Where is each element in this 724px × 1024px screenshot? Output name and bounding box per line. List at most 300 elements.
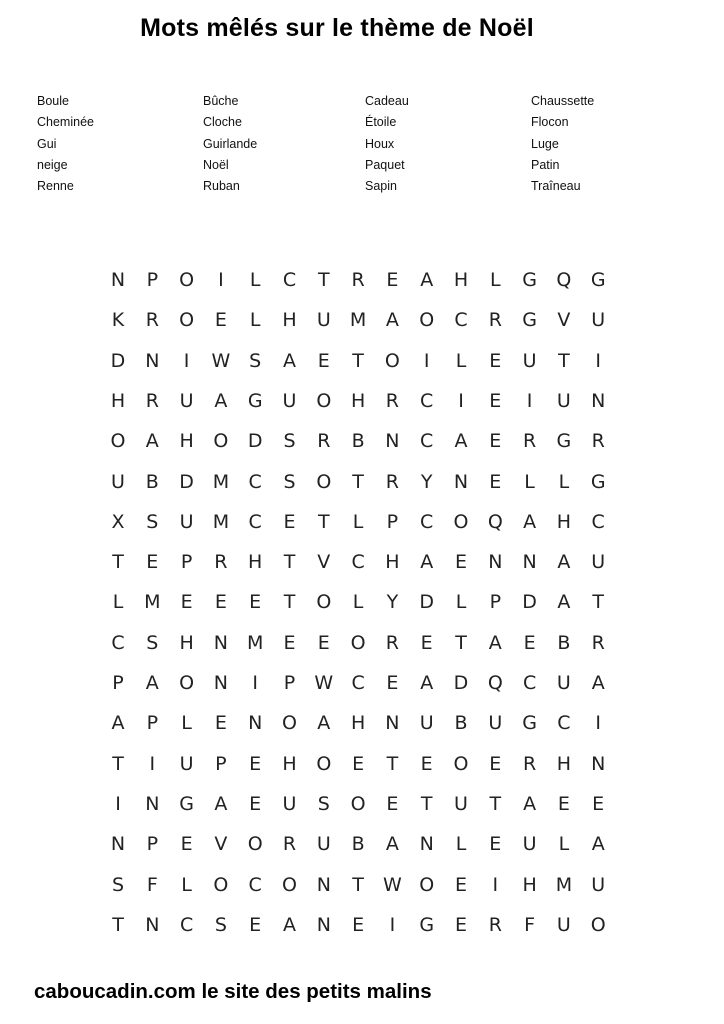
- grid-cell[interactable]: Q: [487, 672, 503, 694]
- grid-cell[interactable]: U: [316, 833, 331, 856]
- grid-cell[interactable]: P: [146, 833, 159, 856]
- word-item: Étoile: [365, 115, 397, 130]
- grid-cell[interactable]: P: [283, 672, 296, 694]
- grid-row: [101, 424, 621, 464]
- grid-cell[interactable]: E: [249, 913, 262, 936]
- grid-cell[interactable]: O: [179, 309, 195, 332]
- grid-cell[interactable]: A: [214, 792, 228, 815]
- grid-row: [101, 263, 621, 303]
- grid-cell[interactable]: B: [557, 631, 571, 654]
- grid-cell[interactable]: T: [112, 551, 124, 574]
- grid-cell[interactable]: N: [453, 470, 469, 493]
- grid-cell[interactable]: U: [488, 712, 503, 735]
- grid-cell[interactable]: B: [454, 712, 468, 735]
- grid-cell[interactable]: R: [351, 269, 365, 291]
- word-item: Renne: [37, 179, 74, 194]
- grid-cell[interactable]: C: [591, 510, 605, 533]
- grid-cell[interactable]: H: [556, 752, 572, 775]
- grid-cell[interactable]: E: [420, 631, 433, 654]
- grid-cell[interactable]: C: [351, 672, 365, 694]
- grid-cell[interactable]: V: [557, 309, 571, 332]
- grid-cell[interactable]: N: [385, 430, 400, 453]
- grid-cell[interactable]: L: [455, 591, 467, 614]
- grid-row: [101, 908, 621, 948]
- page-title: Mots mêlés sur le thème de Noël: [140, 14, 534, 42]
- grid-cell[interactable]: R: [522, 430, 537, 453]
- grid-cell[interactable]: L: [112, 591, 124, 614]
- grid-cell[interactable]: R: [488, 309, 502, 332]
- grid-cell[interactable]: T: [317, 510, 330, 533]
- grid-cell[interactable]: E: [489, 349, 502, 372]
- grid-row: [101, 747, 621, 787]
- grid-cell[interactable]: A: [420, 672, 434, 694]
- grid-cell[interactable]: O: [282, 873, 297, 896]
- grid-cell[interactable]: R: [591, 430, 605, 453]
- word-item: Flocon: [531, 115, 569, 130]
- grid-cell[interactable]: L: [352, 591, 364, 614]
- word-item: Luge: [531, 136, 559, 151]
- grid-cell[interactable]: U: [522, 349, 537, 372]
- grid-cell[interactable]: U: [179, 510, 194, 533]
- grid-cell[interactable]: E: [249, 792, 262, 815]
- site-footer: caboucadin.com le site des petits malins: [34, 980, 432, 1003]
- grid-cell[interactable]: N: [591, 752, 606, 775]
- grid-cell[interactable]: D: [110, 349, 126, 372]
- grid-cell[interactable]: N: [316, 913, 331, 936]
- grid-cell[interactable]: U: [556, 389, 571, 412]
- grid-cell[interactable]: U: [522, 833, 537, 856]
- grid-cell[interactable]: P: [112, 672, 124, 694]
- grid-cell[interactable]: C: [282, 269, 297, 291]
- grid-cell[interactable]: A: [385, 309, 399, 332]
- grid-cell[interactable]: E: [283, 510, 296, 533]
- grid-cell[interactable]: G: [522, 269, 537, 291]
- grid-cell[interactable]: U: [111, 470, 125, 493]
- grid-cell[interactable]: S: [283, 430, 296, 453]
- grid-cell[interactable]: O: [213, 873, 229, 896]
- grid-cell[interactable]: C: [420, 430, 434, 453]
- grid-cell[interactable]: F: [146, 873, 158, 896]
- grid-cell[interactable]: H: [556, 510, 572, 533]
- grid-cell[interactable]: U: [419, 712, 434, 735]
- grid-cell[interactable]: U: [316, 309, 331, 332]
- grid-cell[interactable]: A: [420, 551, 434, 574]
- grid-row: [101, 827, 621, 867]
- grid-cell[interactable]: R: [317, 430, 331, 453]
- grid-cell[interactable]: I: [389, 913, 396, 936]
- grid-cell[interactable]: E: [489, 833, 502, 856]
- grid-cell[interactable]: D: [247, 430, 263, 453]
- grid-cell[interactable]: T: [352, 470, 364, 493]
- grid-cell[interactable]: O: [350, 631, 366, 654]
- word-item: Boule: [37, 94, 69, 108]
- grid-cell[interactable]: E: [317, 349, 330, 372]
- grid-cell[interactable]: U: [179, 389, 194, 412]
- word-column: [365, 91, 515, 197]
- grid-cell[interactable]: L: [249, 309, 261, 332]
- word-item: Paquet: [365, 157, 405, 172]
- grid-cell[interactable]: O: [453, 510, 469, 533]
- grid-cell[interactable]: P: [386, 510, 399, 533]
- grid-cell[interactable]: R: [145, 389, 159, 412]
- grid-cell[interactable]: L: [352, 510, 364, 533]
- word-item: Patin: [531, 157, 560, 172]
- grid-cell[interactable]: G: [590, 269, 606, 291]
- grid-cell[interactable]: S: [146, 631, 159, 654]
- word-item: Cloche: [203, 115, 242, 130]
- grid-cell[interactable]: H: [350, 389, 366, 412]
- grid-cell[interactable]: M: [212, 510, 230, 533]
- grid-cell[interactable]: E: [420, 752, 433, 775]
- grid-cell[interactable]: S: [214, 913, 227, 936]
- grid-cell[interactable]: R: [591, 631, 605, 654]
- word-item: Gui: [37, 136, 57, 151]
- grid-cell[interactable]: L: [455, 833, 467, 856]
- letter-grid: [101, 263, 621, 943]
- grid-cell[interactable]: U: [282, 389, 297, 412]
- grid-cell[interactable]: N: [213, 672, 228, 694]
- grid-cell[interactable]: E: [592, 792, 605, 815]
- grid-cell[interactable]: V: [317, 551, 331, 574]
- grid-cell[interactable]: S: [317, 792, 330, 815]
- grid-row: [101, 706, 621, 746]
- grid-cell[interactable]: O: [590, 913, 606, 936]
- grid-cell[interactable]: O: [213, 430, 229, 453]
- grid-cell[interactable]: U: [556, 672, 571, 694]
- grid-row: [101, 344, 621, 384]
- grid-cell[interactable]: D: [179, 470, 194, 493]
- grid-cell[interactable]: P: [146, 712, 159, 735]
- grid-cell[interactable]: A: [591, 833, 605, 856]
- grid-cell[interactable]: H: [282, 752, 297, 775]
- grid-cell[interactable]: H: [179, 430, 194, 453]
- grid-cell[interactable]: O: [179, 269, 195, 291]
- grid-cell[interactable]: I: [252, 672, 258, 694]
- grid-cell[interactable]: E: [557, 792, 570, 815]
- grid-cell[interactable]: N: [488, 551, 503, 574]
- grid-cell[interactable]: M: [144, 591, 161, 614]
- grid-cell[interactable]: E: [317, 631, 330, 654]
- grid-cell[interactable]: S: [111, 873, 125, 896]
- grid-cell[interactable]: T: [420, 792, 433, 815]
- grid-cell[interactable]: L: [181, 873, 192, 896]
- grid-cell[interactable]: L: [455, 349, 467, 372]
- grid-cell[interactable]: E: [352, 752, 365, 775]
- grid-cell[interactable]: E: [180, 591, 193, 614]
- grid-cell[interactable]: E: [454, 551, 467, 574]
- grid-cell[interactable]: C: [420, 510, 434, 533]
- grid-cell[interactable]: N: [145, 792, 160, 815]
- word-item: Bûche: [203, 94, 239, 108]
- grid-cell[interactable]: K: [111, 309, 125, 332]
- grid-cell[interactable]: D: [522, 591, 537, 614]
- grid-row: [101, 868, 621, 908]
- grid-cell[interactable]: N: [110, 269, 126, 291]
- grid-cell[interactable]: F: [524, 913, 536, 936]
- grid-cell[interactable]: E: [454, 873, 467, 896]
- grid-cell[interactable]: U: [556, 913, 571, 936]
- grid-cell[interactable]: L: [490, 269, 501, 291]
- grid-cell[interactable]: R: [385, 470, 399, 493]
- grid-cell[interactable]: N: [591, 389, 606, 412]
- word-column: [37, 91, 187, 197]
- grid-cell[interactable]: O: [110, 430, 126, 453]
- grid-cell[interactable]: L: [249, 269, 261, 291]
- grid-row: [101, 465, 621, 505]
- grid-cell[interactable]: E: [386, 269, 399, 291]
- grid-cell[interactable]: L: [558, 833, 570, 856]
- grid-cell[interactable]: I: [115, 792, 121, 815]
- grid-cell[interactable]: A: [145, 672, 159, 694]
- grid-cell[interactable]: I: [423, 349, 430, 372]
- word-item: Noël: [203, 157, 229, 172]
- grid-cell[interactable]: G: [590, 470, 606, 493]
- grid-cell[interactable]: W: [382, 873, 402, 896]
- grid-cell[interactable]: O: [282, 712, 297, 735]
- grid-cell[interactable]: B: [351, 430, 365, 453]
- grid-cell[interactable]: A: [591, 672, 605, 694]
- grid-row: [101, 505, 621, 545]
- word-column: [531, 91, 681, 197]
- grid-cell[interactable]: P: [146, 269, 159, 291]
- grid-cell[interactable]: H: [350, 712, 366, 735]
- word-item: Traîneau: [531, 179, 581, 194]
- grid-cell[interactable]: A: [214, 389, 228, 412]
- grid-cell[interactable]: A: [385, 833, 399, 856]
- grid-cell[interactable]: I: [595, 712, 601, 735]
- grid-cell[interactable]: E: [489, 389, 502, 412]
- grid-cell[interactable]: E: [249, 752, 262, 775]
- grid-cell[interactable]: U: [591, 873, 606, 896]
- grid-cell[interactable]: C: [454, 309, 468, 332]
- word-item: Cadeau: [365, 94, 409, 108]
- grid-cell[interactable]: H: [110, 389, 126, 412]
- grid-cell[interactable]: M: [212, 470, 230, 493]
- grid-cell[interactable]: T: [558, 349, 570, 372]
- grid-cell[interactable]: Y: [386, 591, 399, 614]
- grid-cell[interactable]: U: [591, 309, 606, 332]
- grid-row: [101, 585, 621, 625]
- grid-cell[interactable]: O: [316, 591, 332, 614]
- grid-row: [101, 626, 621, 666]
- grid-cell[interactable]: I: [492, 873, 499, 896]
- word-item: Houx: [365, 136, 395, 151]
- grid-cell[interactable]: C: [557, 712, 571, 735]
- grid-cell[interactable]: P: [180, 551, 193, 574]
- grid-row: [101, 303, 621, 343]
- grid-cell[interactable]: E: [214, 712, 227, 735]
- grid-cell[interactable]: W: [211, 349, 231, 372]
- grid-cell[interactable]: C: [248, 873, 262, 896]
- grid-cell[interactable]: E: [386, 672, 399, 694]
- word-item: Cheminée: [37, 115, 94, 130]
- grid-cell[interactable]: A: [523, 792, 537, 815]
- grid-cell[interactable]: M: [555, 873, 573, 896]
- grid-cell[interactable]: A: [557, 551, 571, 574]
- grid-cell[interactable]: T: [386, 752, 399, 775]
- grid-cell[interactable]: R: [145, 309, 159, 332]
- grid-cell[interactable]: V: [214, 833, 228, 856]
- grid-cell[interactable]: A: [523, 510, 537, 533]
- word-list: [37, 91, 657, 201]
- grid-cell[interactable]: N: [213, 631, 228, 654]
- grid-cell[interactable]: P: [215, 752, 227, 775]
- grid-cell[interactable]: S: [249, 349, 262, 372]
- grid-cell[interactable]: G: [179, 792, 194, 815]
- grid-cell[interactable]: R: [214, 551, 228, 574]
- grid-cell[interactable]: O: [316, 389, 332, 412]
- word-column: [203, 91, 353, 197]
- grid-cell[interactable]: E: [180, 833, 193, 856]
- grid-cell[interactable]: O: [316, 470, 332, 493]
- grid-cell[interactable]: T: [112, 752, 124, 775]
- grid-cell[interactable]: A: [145, 430, 159, 453]
- word-item: Sapin: [365, 179, 397, 194]
- grid-cell[interactable]: C: [248, 510, 262, 533]
- grid-cell[interactable]: C: [420, 389, 434, 412]
- grid-cell[interactable]: A: [488, 631, 502, 654]
- grid-cell[interactable]: H: [248, 551, 263, 574]
- grid-cell[interactable]: I: [458, 389, 464, 412]
- grid-cell[interactable]: R: [488, 913, 502, 936]
- grid-cell[interactable]: I: [218, 269, 224, 291]
- grid-cell[interactable]: E: [454, 913, 467, 936]
- grid-cell[interactable]: O: [453, 752, 469, 775]
- grid-cell[interactable]: E: [523, 631, 536, 654]
- grid-cell[interactable]: R: [385, 389, 399, 412]
- grid-cell[interactable]: R: [522, 752, 537, 775]
- grid-cell[interactable]: Q: [487, 510, 503, 533]
- grid-cell[interactable]: T: [283, 591, 296, 614]
- grid-cell[interactable]: M: [246, 631, 264, 654]
- grid-cell[interactable]: N: [145, 349, 160, 372]
- grid-cell[interactable]: O: [247, 833, 263, 856]
- grid-cell[interactable]: U: [454, 792, 468, 815]
- grid-cell[interactable]: U: [282, 792, 297, 815]
- grid-cell[interactable]: U: [179, 752, 194, 775]
- grid-cell[interactable]: H: [385, 551, 400, 574]
- grid-cell[interactable]: D: [453, 672, 469, 694]
- grid-cell[interactable]: A: [454, 430, 468, 453]
- grid-row: [101, 545, 621, 585]
- word-item: Guirlande: [203, 136, 258, 151]
- grid-cell[interactable]: H: [522, 873, 537, 896]
- grid-cell[interactable]: O: [179, 672, 195, 694]
- grid-cell[interactable]: A: [557, 591, 571, 614]
- grid-cell[interactable]: R: [282, 833, 297, 856]
- grid-cell[interactable]: S: [283, 470, 296, 493]
- grid-cell[interactable]: G: [419, 913, 435, 936]
- grid-cell[interactable]: G: [522, 309, 537, 332]
- grid-cell[interactable]: L: [558, 470, 570, 493]
- grid-cell[interactable]: C: [179, 913, 194, 936]
- grid-cell[interactable]: G: [522, 712, 537, 735]
- grid-cell[interactable]: P: [489, 591, 502, 614]
- grid-cell[interactable]: O: [419, 873, 435, 896]
- grid-cell[interactable]: I: [526, 389, 533, 412]
- grid-cell[interactable]: T: [489, 792, 502, 815]
- grid-cell[interactable]: N: [385, 712, 400, 735]
- grid-cell[interactable]: T: [352, 349, 364, 372]
- grid-cell[interactable]: N: [110, 833, 126, 856]
- grid-cell[interactable]: I: [149, 752, 156, 775]
- grid-cell[interactable]: E: [214, 591, 227, 614]
- grid-cell[interactable]: D: [419, 591, 434, 614]
- grid-cell[interactable]: S: [146, 510, 159, 533]
- grid-cell[interactable]: C: [522, 672, 537, 694]
- grid-cell[interactable]: A: [283, 913, 296, 936]
- grid-cell[interactable]: E: [489, 470, 502, 493]
- grid-cell[interactable]: E: [146, 551, 159, 574]
- grid-cell[interactable]: N: [145, 913, 160, 936]
- grid-cell[interactable]: R: [385, 631, 399, 654]
- grid-cell[interactable]: L: [181, 712, 192, 735]
- grid-cell[interactable]: H: [282, 309, 297, 332]
- grid-cell[interactable]: N: [522, 551, 537, 574]
- word-item: neige: [37, 157, 68, 172]
- grid-cell[interactable]: E: [386, 792, 399, 815]
- grid-cell[interactable]: B: [351, 833, 365, 856]
- grid-cell[interactable]: B: [145, 470, 159, 493]
- grid-cell[interactable]: W: [314, 672, 334, 694]
- grid-cell[interactable]: L: [524, 470, 535, 493]
- grid-row: [101, 787, 621, 827]
- grid-cell[interactable]: E: [489, 430, 502, 453]
- grid-cell[interactable]: A: [283, 349, 296, 372]
- grid-cell[interactable]: A: [317, 712, 331, 735]
- grid-cell[interactable]: Q: [556, 269, 572, 291]
- grid-cell[interactable]: Y: [420, 470, 433, 493]
- grid-cell[interactable]: G: [556, 430, 572, 453]
- grid-cell[interactable]: A: [111, 712, 125, 735]
- grid-cell[interactable]: N: [419, 833, 434, 856]
- grid-cell[interactable]: M: [349, 309, 367, 332]
- grid-cell[interactable]: E: [283, 631, 296, 654]
- grid-cell[interactable]: N: [316, 873, 331, 896]
- grid-cell[interactable]: I: [595, 349, 601, 372]
- grid-cell[interactable]: T: [317, 269, 330, 291]
- grid-cell[interactable]: X: [111, 510, 125, 533]
- grid-cell[interactable]: O: [316, 752, 332, 775]
- grid-cell[interactable]: E: [249, 591, 262, 614]
- grid-cell[interactable]: H: [179, 631, 194, 654]
- grid-row: [101, 384, 621, 424]
- grid-cell[interactable]: T: [455, 631, 467, 654]
- word-item: Chaussette: [531, 94, 595, 108]
- grid-cell[interactable]: G: [247, 389, 263, 412]
- grid-cell[interactable]: N: [248, 712, 263, 735]
- grid-cell[interactable]: T: [283, 551, 296, 574]
- grid-cell[interactable]: A: [420, 269, 434, 291]
- grid-cell[interactable]: T: [352, 873, 364, 896]
- word-item: Ruban: [203, 179, 240, 194]
- grid-cell[interactable]: O: [384, 349, 400, 372]
- grid-cell[interactable]: E: [489, 752, 502, 775]
- grid-cell[interactable]: E: [214, 309, 227, 332]
- grid-cell[interactable]: I: [183, 349, 190, 372]
- grid-cell[interactable]: T: [112, 913, 124, 936]
- grid-cell[interactable]: C: [111, 631, 125, 654]
- grid-cell[interactable]: H: [453, 269, 469, 291]
- grid-cell[interactable]: O: [419, 309, 435, 332]
- grid-cell[interactable]: T: [592, 591, 604, 614]
- grid-cell[interactable]: C: [248, 470, 262, 493]
- grid-cell[interactable]: U: [591, 551, 606, 574]
- grid-cell[interactable]: O: [350, 792, 366, 815]
- grid-row: [101, 666, 621, 706]
- grid-cell[interactable]: C: [351, 551, 365, 574]
- grid-cell[interactable]: E: [352, 913, 365, 936]
